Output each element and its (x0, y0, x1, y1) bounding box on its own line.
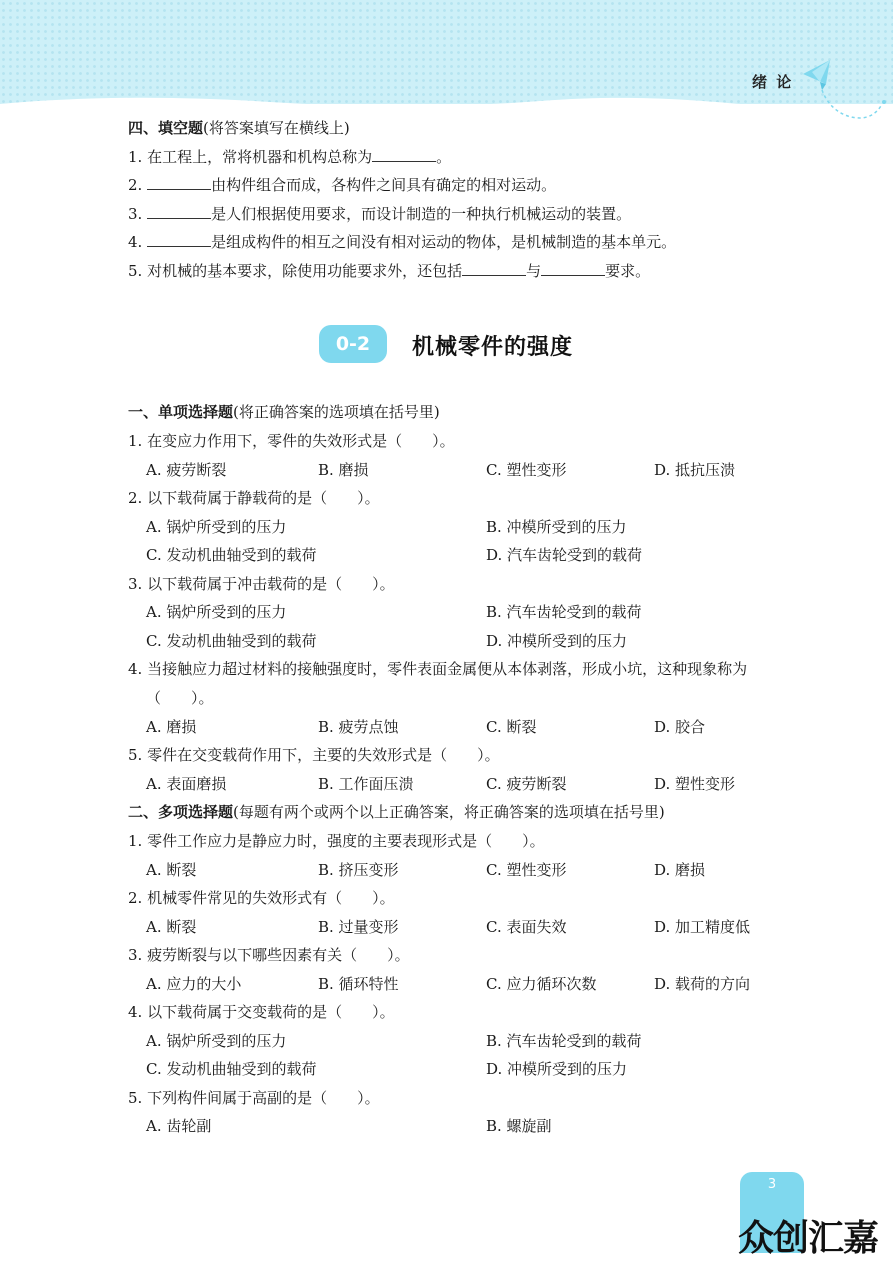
answer-blank[interactable] (372, 147, 436, 162)
answer-blank[interactable] (147, 232, 211, 247)
option-b[interactable]: B. 循环特性 (318, 975, 399, 993)
fill-question-5: 5. 对机械的基本要求，除使用功能要求外，还包括 与 要求。 (128, 262, 651, 280)
option-a[interactable]: A. 表面磨损 (146, 775, 227, 793)
option-c[interactable]: C. 塑性变形 (486, 861, 567, 879)
option-a[interactable]: A. 断裂 (146, 861, 197, 879)
fill-question-2: 2. 由构件组合而成，各构件之间具有确定的相对运动。 (128, 176, 557, 194)
question-stem: 1. 零件工作应力是静应力时，强度的主要表现形式是（ ）。 (128, 832, 545, 850)
question-stem: 3. 疲劳断裂与以下哪些因素有关（ ）。 (128, 946, 410, 964)
watermark-logo: 众创汇嘉 (738, 1218, 879, 1259)
option-b[interactable]: B. 疲劳点蚀 (318, 718, 399, 736)
option-c[interactable]: C. 发动机曲轴受到的载荷 (146, 632, 317, 650)
question-stem: 2. 以下载荷属于静载荷的是（ ）。 (128, 489, 380, 507)
fill-question-3: 3. 是人们根据使用要求，而设计制造的一种执行机械运动的装置。 (128, 205, 632, 223)
option-b[interactable]: B. 挤压变形 (318, 861, 399, 879)
option-d[interactable]: D. 磨损 (654, 861, 706, 879)
option-c[interactable]: C. 塑性变形 (486, 461, 567, 479)
answer-blank[interactable] (147, 204, 211, 219)
section-number-badge: 0-2 (319, 325, 387, 363)
option-c[interactable]: C. 表面失效 (486, 918, 567, 936)
question-stem: 3. 以下载荷属于冲击载荷的是（ ）。 (128, 575, 395, 593)
question-stem: 1. 在变应力作用下，零件的失效形式是（ ）。 (128, 432, 455, 450)
option-d[interactable]: D. 载荷的方向 (654, 975, 751, 993)
option-d[interactable]: D. 汽车齿轮受到的载荷 (486, 546, 643, 564)
option-d[interactable]: D. 抵抗压溃 (654, 461, 736, 479)
fill-question-4: 4. 是组成构件的相互之间没有相对运动的物体，是机械制造的基本单元。 (128, 233, 677, 251)
chapter-title: 绪 论 (752, 73, 794, 91)
question-stem: 4. 以下载荷属于交变载荷的是（ ）。 (128, 1003, 395, 1021)
page-number: 3 (767, 1177, 777, 1192)
option-d[interactable]: D. 冲模所受到的压力 (486, 1060, 628, 1078)
question-stem: 5. 零件在交变载荷作用下，主要的失效形式是（ ）。 (128, 746, 500, 764)
option-b[interactable]: B. 工作面压溃 (318, 775, 414, 793)
option-b[interactable]: B. 过量变形 (318, 918, 399, 936)
option-b[interactable]: B. 冲模所受到的压力 (486, 518, 627, 536)
question-stem: 4. 当接触应力超过材料的接触强度时，零件表面金属便从本体剥落，形成小坑，这种现象称为 (128, 660, 748, 678)
option-c[interactable]: C. 断裂 (486, 718, 537, 736)
option-d[interactable]: D. 塑性变形 (654, 775, 736, 793)
option-b[interactable]: B. 汽车齿轮受到的载荷 (486, 1032, 642, 1050)
option-c[interactable]: C. 发动机曲轴受到的载荷 (146, 1060, 317, 1078)
fill-section-heading: 四、填空题(将答案填写在横线上) (128, 119, 350, 137)
question-stem: 2. 机械零件常见的失效形式有（ ）。 (128, 889, 395, 907)
question-stem: 5. 下列构件间属于高副的是（ ）。 (128, 1089, 380, 1107)
option-d[interactable]: D. 胶合 (654, 718, 706, 736)
multi-choice-heading: 二、多项选择题(每题有两个或两个以上正确答案，将正确答案的选项填在括号里) (128, 803, 665, 821)
fill-question-1: 1. 在工程上，常将机器和机构总称为 。 (128, 148, 452, 166)
answer-blank[interactable] (541, 261, 605, 276)
question-stem-continued: （ ）。 (146, 689, 214, 707)
option-b[interactable]: B. 螺旋副 (486, 1117, 552, 1135)
option-b[interactable]: B. 汽车齿轮受到的载荷 (486, 603, 642, 621)
option-a[interactable]: A. 磨损 (146, 718, 197, 736)
answer-blank[interactable] (147, 175, 211, 190)
option-c[interactable]: C. 发动机曲轴受到的载荷 (146, 546, 317, 564)
option-a[interactable]: A. 疲劳断裂 (146, 461, 227, 479)
option-a[interactable]: A. 锅炉所受到的压力 (146, 518, 287, 536)
option-a[interactable]: A. 齿轮副 (146, 1117, 212, 1135)
option-a[interactable]: A. 应力的大小 (146, 975, 242, 993)
section-title: 机械零件的强度 (412, 335, 574, 360)
option-a[interactable]: A. 锅炉所受到的压力 (146, 1032, 287, 1050)
answer-blank[interactable] (462, 261, 526, 276)
option-a[interactable]: A. 断裂 (146, 918, 197, 936)
option-a[interactable]: A. 锅炉所受到的压力 (146, 603, 287, 621)
option-b[interactable]: B. 磨损 (318, 461, 369, 479)
option-d[interactable]: D. 冲模所受到的压力 (486, 632, 628, 650)
option-c[interactable]: C. 应力循环次数 (486, 975, 597, 993)
option-c[interactable]: C. 疲劳断裂 (486, 775, 567, 793)
option-d[interactable]: D. 加工精度低 (654, 918, 751, 936)
paper-plane-icon (798, 52, 893, 132)
single-choice-heading: 一、单项选择题(将正确答案的选项填在括号里) (128, 403, 440, 421)
